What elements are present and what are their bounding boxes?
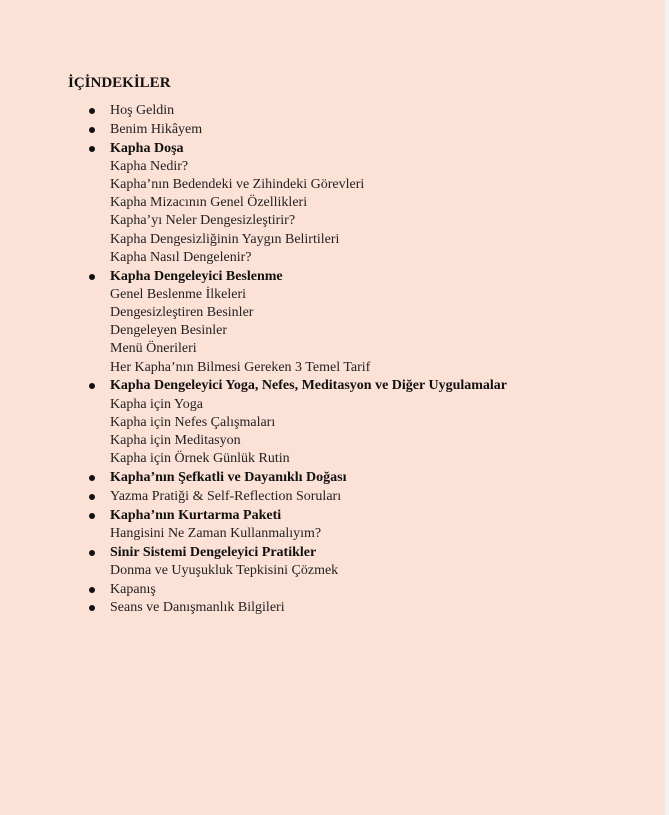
- toc-sub-item[interactable]: Kapha için Yoga: [110, 396, 203, 412]
- toc-item[interactable]: [68, 544, 628, 580]
- toc-sub-item[interactable]: Genel Beslenme İlkeleri: [110, 286, 247, 302]
- toc-item-label: Kapha Dengeleyici Yoga, Nefes, Meditasyon ve Diğer Uygulamalar: [110, 378, 508, 394]
- toc-item-label: Kapha’nın Kurtarma Paketi: [110, 507, 282, 523]
- bullet-icon: [89, 587, 95, 593]
- bullet-icon: [89, 494, 95, 500]
- toc-sub-item[interactable]: Kapha Nedir?: [110, 158, 189, 174]
- bullet-icon: [89, 383, 95, 389]
- toc-item-label: Yazma Pratiği & Self-Reflection Soruları: [110, 488, 342, 504]
- toc-item[interactable]: [68, 102, 628, 120]
- toc-sub-list: [110, 286, 628, 377]
- toc-item-label: Kapha Doşa: [110, 140, 184, 156]
- toc-sub-item[interactable]: Dengeleyen Besinler: [110, 323, 228, 339]
- toc-sub-item[interactable]: Hangisini Ne Zaman Kullanmalıyım?: [110, 525, 322, 541]
- toc-item[interactable]: [68, 488, 628, 506]
- toc-item-label: Sinir Sistemi Dengeleyici Pratikler: [110, 544, 317, 560]
- toc-item[interactable]: [68, 121, 628, 139]
- table-of-contents: [68, 102, 628, 618]
- toc-item-label: Benim Hikâyem: [110, 121, 203, 137]
- bullet-icon: [89, 605, 95, 611]
- toc-item[interactable]: [68, 268, 628, 377]
- toc-sub-item[interactable]: Kapha için Örnek Günlük Rutin: [110, 451, 290, 467]
- toc-title: İÇİNDEKİLER: [68, 75, 171, 91]
- toc-sub-list: [110, 562, 628, 580]
- toc-item-label: Seans ve Danışmanlık Bilgileri: [110, 600, 285, 616]
- toc-item[interactable]: [68, 377, 628, 468]
- toc-sub-list: [110, 158, 628, 267]
- toc-sub-item[interactable]: Kapha için Meditasyon: [110, 433, 241, 449]
- toc-item[interactable]: [68, 469, 628, 487]
- toc-item[interactable]: [68, 140, 628, 267]
- toc-sub-list: [110, 396, 628, 469]
- toc-sub-item[interactable]: Kapha Nasıl Dengelenir?: [110, 249, 252, 265]
- bullet-icon: [89, 550, 95, 556]
- bullet-icon: [89, 127, 95, 133]
- toc-sub-item[interactable]: Her Kapha’nın Bilmesi Gereken 3 Temel Tarif: [110, 359, 371, 375]
- bullet-icon: [89, 146, 95, 152]
- toc-sub-item[interactable]: Kapha’nın Bedendeki ve Zihindeki Görevleri: [110, 177, 365, 192]
- toc-item-label: Hoş Geldin: [110, 103, 175, 118]
- toc-sub-item[interactable]: Kapha için Nefes Çalışmaları: [110, 414, 276, 430]
- page-edge: [665, 0, 669, 815]
- toc-item-label: Kapanış: [110, 581, 156, 597]
- toc-item[interactable]: [68, 599, 628, 617]
- bullet-icon: [89, 513, 95, 519]
- toc-sub-item[interactable]: Kapha Mizacının Genel Özellikleri: [110, 195, 308, 211]
- bullet-icon: [89, 108, 95, 114]
- toc-sub-item[interactable]: Dengesizleştiren Besinler: [110, 305, 254, 321]
- toc-sub-list: [110, 525, 628, 543]
- toc-sub-item[interactable]: Donma ve Uyuşukluk Tepkisini Çözmek: [110, 562, 339, 578]
- toc-sub-item[interactable]: Menü Önerileri: [110, 341, 197, 357]
- bullet-icon: [89, 475, 95, 481]
- bullet-icon: [89, 274, 95, 280]
- toc-item-label: Kapha’nın Şefkatli ve Dayanıklı Doğası: [110, 470, 347, 486]
- toc-item[interactable]: [68, 507, 628, 543]
- toc-sub-item[interactable]: Kapha Dengesizliğinin Yaygın Belirtileri: [110, 231, 340, 247]
- toc-item-label: Kapha Dengeleyici Beslenme: [110, 268, 283, 284]
- toc-sub-item[interactable]: Kapha’yı Neler Dengesizleştirir?: [110, 213, 296, 229]
- toc-item[interactable]: [68, 581, 628, 599]
